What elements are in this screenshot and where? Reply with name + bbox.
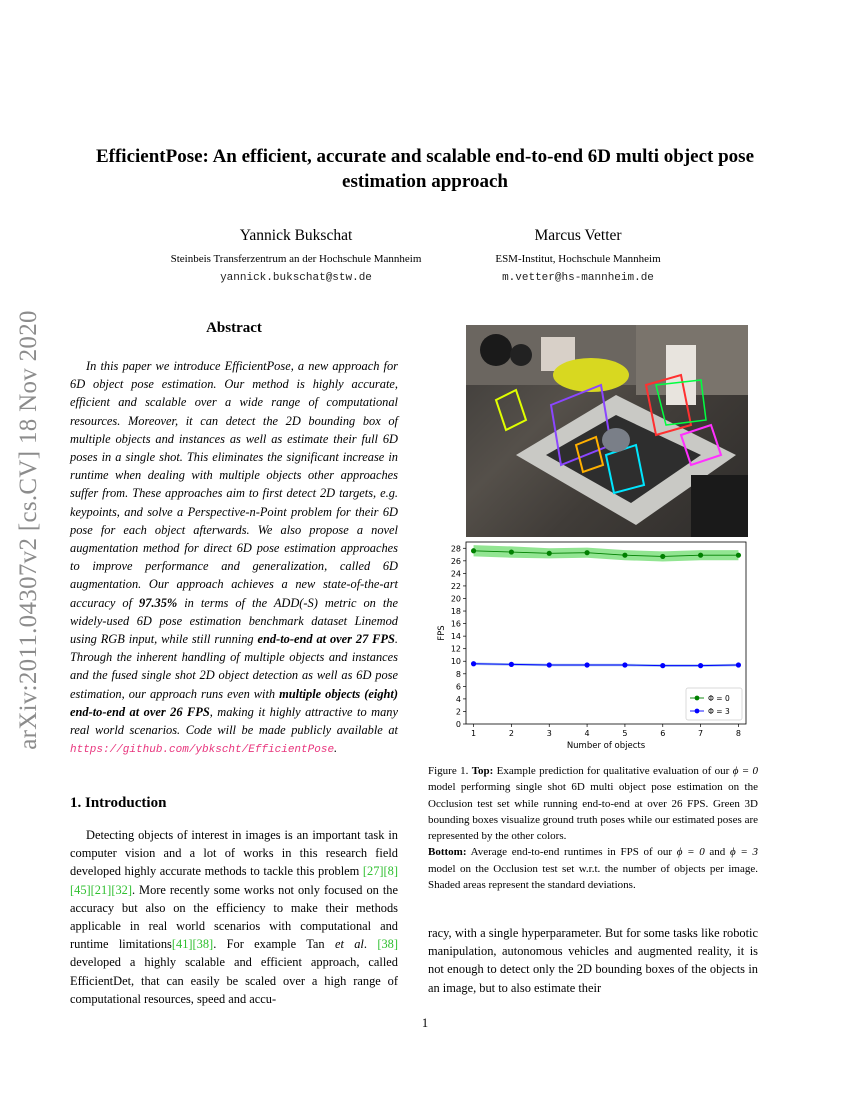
caption-math: ϕ = 0 <box>676 846 705 859</box>
y-tick-label: 0 <box>455 720 461 729</box>
author-block-1 <box>131 226 461 286</box>
data-point <box>736 662 741 667</box>
abstract-highlight: end-to-end at over 27 FPS <box>257 632 395 647</box>
caption-math: ϕ = 3 <box>730 846 758 859</box>
data-point <box>622 553 627 558</box>
y-tick-label: 8 <box>455 669 461 679</box>
data-point <box>509 662 514 667</box>
y-tick-label: 14 <box>450 632 461 642</box>
data-point <box>547 551 552 556</box>
data-point <box>509 549 514 554</box>
chart-plot-area <box>437 542 746 751</box>
y-axis-label: FPS <box>437 625 447 641</box>
intro-text: . <box>363 937 378 952</box>
author-name: Yannick Bukschat <box>239 227 353 244</box>
data-point <box>471 661 476 666</box>
author-email: yannick.bukschat@stw.de <box>220 272 372 284</box>
abstract-highlight: multiple objects (eight) end-to-end at over 26 FPS <box>70 686 398 719</box>
page-number: 1 <box>421 1016 429 1030</box>
data-point <box>584 550 589 555</box>
code-link[interactable]: https://github.com/ybkscht/EfficientPose <box>70 744 335 757</box>
x-axis-label: Number of objects <box>566 741 646 751</box>
data-point <box>736 553 741 558</box>
citation-link[interactable]: [21] <box>90 882 112 897</box>
author-name: Marcus Vetter <box>534 227 622 244</box>
x-tick-label: 7 <box>698 729 704 738</box>
figure-caption <box>428 763 758 893</box>
author-email: m.vetter@hs-mannheim.de <box>502 272 654 284</box>
abstract-text: , making it highly attractive to many real world scenarios. Code will be made publicly available at <box>70 704 398 738</box>
data-point <box>547 662 552 667</box>
y-tick-label: 28 <box>450 544 461 554</box>
intro-text: developed a highly scalable and efficient approach, called EfficientDet, that can easily be scaled over a high range of computational resources, speed and accu- <box>70 955 398 1006</box>
caption-math: ϕ = 0 <box>732 765 759 777</box>
y-tick-label: 2 <box>455 707 461 717</box>
caption-bottom-label: Bottom: <box>428 846 467 859</box>
citation-link[interactable]: [45] <box>70 882 91 897</box>
author-affiliation: Steinbeis Transferzentrum an der Hochschule Mannheim <box>170 253 422 265</box>
abstract-text: In this paper we introduce EfficientPose, a new approach for 6D object pose estimation. Our method is highly accurate, efficient and scalable over a wide range of computational resources. Moreover, it can detect the 2D bounding box of multiple objects and instances as well as estimate their full 6D poses in a single shot. This eliminates the significant increase in runtime when dealing with multiple objects other approaches suffer from. These approaches aim to first detect 2D targets, e.g. keypoints, and solve a Perspective-n-Point problem for their 6D pose for each object afterwards. We also propose a novel augmentation method for direct 6D pose estimation approaches to improve performance and generalization, called 6D augmentation. Our approach achieves a new state-of-the-art accuracy of <box>70 359 398 610</box>
citation-link[interactable]: [32] <box>111 882 132 897</box>
caption-text: model on the Occlusion test set w.r.t. the number of objects per image. Shaded areas represent the standard deviations. <box>428 862 758 892</box>
data-point <box>660 663 665 668</box>
y-tick-label: 18 <box>450 607 461 617</box>
x-tick-label: 4 <box>584 729 590 738</box>
data-point <box>584 662 589 667</box>
legend-marker <box>695 696 700 701</box>
caption-top-label: Top: <box>471 765 494 777</box>
caption-text: model performing single shot 6D multi object pose estimation on the Occlusion test set while running end-to-end at over 26 FPS. Green 3D bounding boxes visualize ground truth poses while our estimated poses are represented by the other colors. <box>428 781 758 843</box>
data-point <box>471 548 476 553</box>
y-tick-label: 16 <box>450 619 461 629</box>
abstract-heading: Abstract <box>206 320 262 336</box>
abstract-text: . Through the inherent handling of multiple objects and instances and the fused single shot 2D object detection as well as 6D pose estimation, our approach runs even with <box>70 632 398 701</box>
citation-link[interactable]: [38] <box>192 937 214 952</box>
y-tick-label: 24 <box>450 569 461 579</box>
arxiv-watermark <box>4 285 54 775</box>
x-tick-label: 6 <box>660 729 666 738</box>
intro-text: . For example Tan <box>213 937 335 952</box>
intro-text-italic: et al <box>334 937 364 952</box>
right-column-body: racy, with a single hyperparameter. But for some tasks like robotic manipulation, autonomous vehicles and augmented reality, it is not enough to detect only the 2D bounding boxes of the objects in an image, but to also estimate their <box>428 926 758 995</box>
data-point <box>698 553 703 558</box>
introduction-body <box>70 826 398 1008</box>
fps-chart <box>434 538 750 756</box>
author-affiliation: ESM-Institut, Hochschule Mannheim <box>495 253 661 265</box>
x-tick-label: 8 <box>735 729 741 738</box>
x-tick-label: 5 <box>622 729 628 738</box>
abstract-text: . <box>334 741 338 756</box>
citation-link[interactable]: [27] <box>362 864 384 879</box>
x-tick-label: 3 <box>546 729 552 738</box>
y-tick-label: 6 <box>455 682 461 692</box>
abstract-text: in terms of the ADD(-S) metric on the widely-used 6D pose estimation benchmark dataset Linemod using RGB input, while still running <box>70 595 398 647</box>
citation-link[interactable]: [38] <box>377 937 398 952</box>
y-tick-label: 26 <box>450 556 461 566</box>
legend-entry: Φ = 3 <box>708 707 730 716</box>
figure-label: Figure 1. <box>428 765 469 777</box>
author-block-2 <box>413 226 743 286</box>
caption-text: Example prediction for qualitative evaluation of our <box>496 765 733 777</box>
intro-text: . More recently some works not only focused on the accuracy but also on the efficiency to make their methods applicable in real world scenarios with computational and runtime limitations <box>70 882 398 952</box>
y-tick-label: 12 <box>450 644 461 654</box>
legend-entry: Φ = 0 <box>708 694 730 703</box>
citation-link[interactable]: [41] <box>171 937 193 952</box>
x-tick-label: 1 <box>471 729 477 738</box>
y-tick-label: 10 <box>450 657 461 667</box>
x-tick-label: 2 <box>508 729 514 738</box>
caption-text: Average end-to-end runtimes in FPS of our <box>470 846 677 859</box>
abstract-highlight: 97.35% <box>139 595 178 610</box>
y-tick-label: 20 <box>450 594 461 604</box>
section-heading-introduction: 1. Introduction <box>70 795 167 811</box>
scene-illustration <box>466 325 748 537</box>
data-point <box>698 663 703 668</box>
data-point <box>660 554 665 559</box>
figure-photo-pose-prediction <box>466 325 748 537</box>
arxiv-stamp-text: arXiv:2011.04307v2 [cs.CV] 18 Nov 2020 <box>15 310 43 750</box>
y-tick-label: 22 <box>450 581 461 591</box>
caption-text: and <box>704 846 730 859</box>
abstract-body <box>70 357 398 759</box>
citation-link[interactable]: [8] <box>383 864 398 879</box>
y-tick-label: 4 <box>455 694 461 704</box>
data-point <box>622 662 627 667</box>
paper-title: EfficientPose: An efficient, accurate and scalable end-to-end 6D multi object pose estimation approach <box>95 146 755 192</box>
intro-text: Detecting objects of interest in images is an important task in computer vision and a lot of works in this research field developed highly accurate methods to tackle this problem <box>70 828 398 879</box>
legend-marker <box>695 709 700 714</box>
